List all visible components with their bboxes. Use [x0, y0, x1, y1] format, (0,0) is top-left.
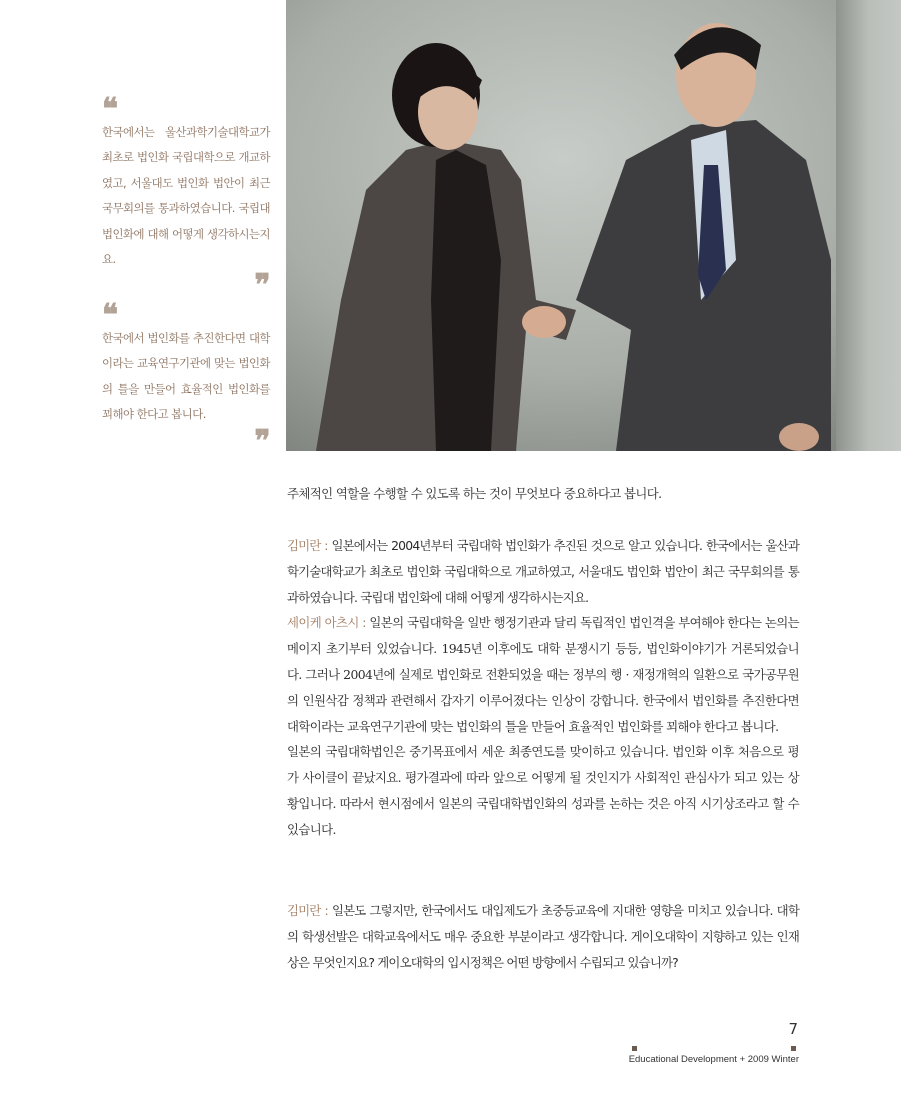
speaker-name: 김미란 : — [287, 538, 328, 553]
question-paragraph-1 — [287, 533, 799, 610]
open-quote-icon: ❝ — [102, 92, 118, 127]
article-question-2 — [287, 898, 799, 975]
question-paragraph-2 — [287, 898, 799, 975]
answer-paragraph-2: 일본의 국립대학법인은 중기목표에서 세운 최종연도를 맞이하고 있습니다. 법인화 이후 처음으로 평가 사이클이 끝났지요. 평가결과에 따라 앞으로 어떻게 될 것인지가 사회적인 관심사가 되고 있는 상황입니다. 따라서 현시점에서 일본의 국립대학법인화의 성과를 논하는 것은 아직 시기상조라고 할 수 있습니다. — [287, 744, 799, 837]
pull-quote-1 — [102, 92, 270, 304]
pull-quote-text: 한국에서 법인화를 추진한다면 대학이라는 교육연구기관에 맞는 법인화의 틀을 만들어 효율적인 법인화를 꾀해야 한다고 봅니다. — [102, 331, 270, 422]
page-number: 7 — [788, 1020, 798, 1038]
open-quote-icon: ❝ — [102, 298, 118, 333]
footer-bullet-left — [632, 1046, 637, 1051]
article-body — [287, 533, 799, 843]
close-quote-icon: ❞ — [254, 268, 270, 304]
pull-quote-text: 한국에서는 울산과학기술대학교가 최초로 법인화 국립대학으로 개교하였고, 서울대도 법인화 법안이 최근 국무회의를 통과하였습니다. 국립대 법인화에 대해 어떻게 생각하시는지요. — [102, 125, 270, 267]
close-quote-icon: ❞ — [254, 423, 270, 459]
footer-bullet-right — [791, 1046, 796, 1051]
publication-footer: Educational Development + 2009 Winter — [628, 1054, 799, 1065]
lead-paragraph: 주체적인 역할을 수행할 수 있도록 하는 것이 무엇보다 중요하다고 봅니다. — [287, 486, 662, 501]
speaker-name: 세이케 아츠시 : — [287, 615, 366, 631]
question-text: 일본에서는 2004년부터 국립대학 법인화가 추진된 것으로 알고 있습니다. 한국에서는 울산과학기술대학교가 최초로 법인화 국립대학으로 개교하였고, 서울대도 법인화 법안이 최근 국무회의를 통과하였습니다. 국립대 법인화에 대해 어떻게 생각하시는지요. — [287, 538, 799, 605]
answer-text: 일본의 국립대학을 일반 행정기관과 달리 독립적인 법인격을 부여해야 한다는 논의는 메이지 초기부터 있었습니다. 1945년 이후에도 대학 분쟁시기 등등, 법인화이야기가 거론되었습니다. 그러나 2004년에 실제로 법인화로 전환되었을 때는 정부의 행 · 재정개혁의 일환으로 국가공무원의 인원삭감 정책과 관련해서 갑자기 이루어졌다는 인상이 강합니다. 한국에서 법인화를 추진한다면 대학이라는 교육연구기관에 맞는 법인화의 틀을 만들어 효율적인 법인화를 꾀해야 한다고 봅니다. — [287, 615, 799, 734]
question-text: 일본도 그렇지만, 한국에서도 대입제도가 초중등교육에 지대한 영향을 미치고 있습니다. 대학의 학생선발은 대학교육에서도 매우 중요한 부분이라고 생각합니다. 게이오대학이 지향하고 있는 인재상은 무엇인지요? 게이오대학의 입시정책은 어떤 방향에서 수립되고 있습니까? — [287, 903, 799, 970]
answer-paragraph-1 — [287, 610, 799, 739]
photo-handshake — [286, 0, 901, 451]
article-lead — [287, 481, 799, 507]
speaker-name: 김미란 : — [287, 903, 328, 918]
pull-quote-2 — [102, 298, 270, 459]
